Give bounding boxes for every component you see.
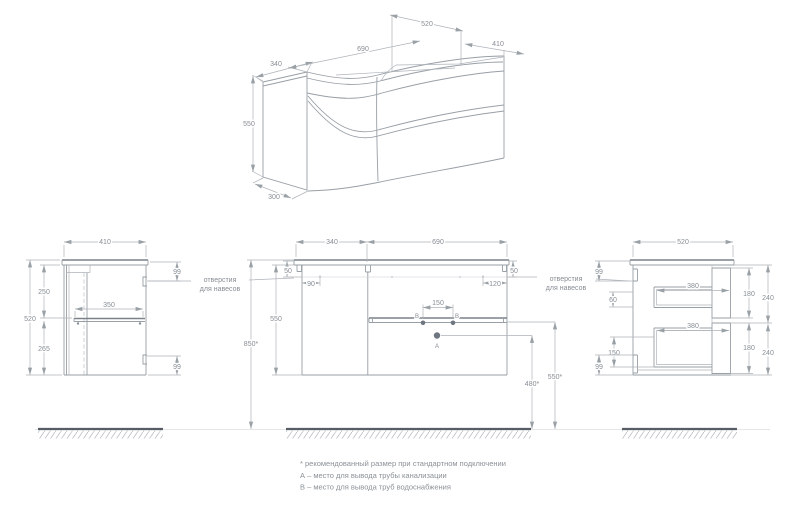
dim-right-front-height-bottom: 180: [743, 345, 755, 352]
right-hanger-holes-note-line2: для навесов: [545, 285, 587, 292]
left-hanger-holes-note-line1: отверстия: [203, 277, 237, 284]
dim-left-view-lower: 265: [38, 346, 50, 353]
dim-right-drawer-depth-top: 380: [687, 283, 699, 290]
dim-right-view-depth: 520: [677, 239, 689, 246]
dim-front-body-height: 550: [270, 316, 282, 323]
cabinet-3d-outline: [263, 56, 504, 191]
dim-front-b-height: 550*: [547, 374, 563, 381]
label-b-left: B: [414, 314, 420, 320]
right-view-outline: [630, 260, 734, 375]
dim-left-view-shelf-depth: 350: [103, 302, 115, 309]
dim-left-view-upper: 250: [38, 289, 50, 296]
footnotes: [300, 459, 506, 492]
footnote-a-drain: А – место для вывода трубы канализации: [300, 471, 447, 480]
label-a: A: [434, 344, 440, 350]
dim-right-hanger-top: 99: [595, 269, 603, 276]
dim-right-150: 150: [608, 350, 620, 357]
dim-front-hanger-offset-left: 90: [307, 281, 315, 288]
dim-left-view-depth: 410: [99, 239, 111, 246]
water-outlet-hole-left: [421, 321, 426, 326]
footnote-b-water: В – место для вывода труб водоснабжения: [300, 482, 451, 492]
drain-outlet-hole: [434, 332, 440, 338]
dim-right-hanger-bottom: 99: [595, 364, 603, 371]
dim-front-top-gap-left: 50: [284, 268, 292, 275]
ground-hatch-right: [622, 431, 737, 439]
dim-front-b-spacing: 150: [432, 300, 444, 307]
dim-right-section-bottom: 240: [762, 350, 774, 357]
dim-left-view-hanger-bottom: 99: [173, 364, 181, 371]
dim-perspective-bottom-depth: 300: [268, 194, 280, 201]
dim-front-a-height: 480*: [524, 381, 540, 388]
left-hanger-holes-note-line2: для навесов: [199, 286, 241, 293]
front-view: [244, 239, 629, 429]
label-b-right: B: [454, 314, 460, 320]
dim-perspective-right-depth: 410: [492, 41, 504, 48]
dim-perspective-top-width: 520: [421, 21, 433, 28]
dim-front-hanger-offset-right: 120: [489, 281, 501, 288]
dim-right-front-height-top: 180: [743, 291, 755, 298]
dim-left-view-height: 520: [24, 316, 36, 323]
water-outlet-hole-right: [451, 321, 456, 326]
left-view-outline: [62, 260, 148, 375]
ground-line: [35, 429, 770, 439]
dim-perspective-front-width: 690: [357, 46, 369, 53]
dim-front-right-width: 690: [432, 239, 444, 246]
footnote-recommended-size: * рекомендованный размер при стандартном подключении: [300, 459, 506, 468]
front-view-outline: [294, 260, 509, 375]
right-hanger-holes-note-line1: отверстия: [549, 276, 583, 283]
dim-front-left-width: 340: [326, 239, 338, 246]
right-side-view: [595, 239, 774, 375]
dim-front-total-height: 850*: [243, 341, 259, 348]
dim-right-section-top: 240: [762, 295, 774, 302]
dim-left-view-hanger-top: 99: [173, 269, 181, 276]
perspective-view: [243, 15, 524, 201]
ground-hatch-left: [38, 431, 163, 439]
dim-right-drawer-depth-bottom: 380: [687, 323, 699, 330]
dim-perspective-height: 550: [243, 121, 255, 128]
dim-right-60: 60: [609, 297, 617, 304]
left-side-view: [24, 239, 294, 375]
ground-hatch-center: [286, 431, 531, 439]
dim-perspective-left-depth: 340: [270, 61, 282, 68]
dim-front-top-gap-right: 50: [510, 268, 518, 275]
